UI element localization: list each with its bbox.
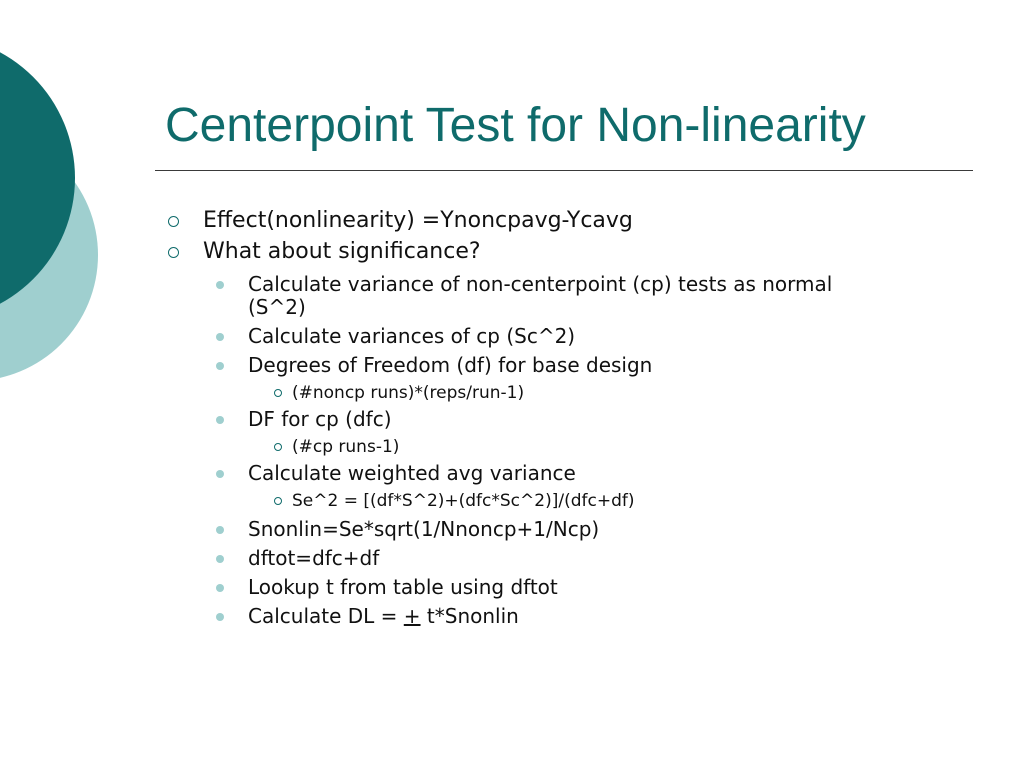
sub-bullet-variance-cp: Calculate variances of cp (Sc^2) — [248, 324, 576, 348]
sub-bullet-df-base: Degrees of Freedom (df) for base design — [248, 353, 653, 377]
dot-bullet-icon — [216, 613, 224, 621]
bullet-significance: What about significance? — [203, 239, 481, 264]
dot-bullet-icon — [216, 416, 224, 424]
sub-bullet-calculate-dl — [248, 604, 519, 628]
detail-df-base-formula: (#noncp runs)*(reps/run-1) — [292, 383, 525, 403]
detail-df-cp-formula: (#cp runs-1) — [292, 437, 400, 457]
dot-bullet-icon — [216, 584, 224, 592]
slide-title: Centerpoint Test for Non-linearity — [165, 99, 866, 152]
sub-bullet-df-cp: DF for cp (dfc) — [248, 407, 392, 431]
hollow-bullet-icon — [168, 247, 179, 258]
hollow-bullet-icon — [168, 216, 179, 227]
dot-bullet-icon — [216, 470, 224, 478]
plus-minus-symbol: + — [403, 604, 421, 628]
dot-bullet-icon — [216, 526, 224, 534]
sub-bullet-variance-noncp: Calculate variance of non-centerpoint (cp) tests as normal — [248, 272, 833, 296]
dot-bullet-icon — [216, 333, 224, 341]
sub-bullet-weighted-avg: Calculate weighted avg variance — [248, 461, 576, 485]
small-hollow-bullet-icon — [274, 389, 282, 397]
dl-suffix: t*Snonlin — [420, 604, 519, 628]
sub-bullet-snonlin: Snonlin=Se*sqrt(1/Nnoncp+1/Ncp) — [248, 517, 600, 541]
dl-prefix: Calculate DL = — [248, 604, 404, 628]
sub-bullet-variance-noncp-continued: (S^2) — [248, 295, 306, 319]
bullet-effect-nonlinearity: Effect(nonlinearity) =Ynoncpavg-Ycavg — [203, 208, 633, 233]
sub-bullet-dftot: dftot=dfc+df — [248, 546, 380, 570]
small-hollow-bullet-icon — [274, 497, 282, 505]
dot-bullet-icon — [216, 362, 224, 370]
small-hollow-bullet-icon — [274, 443, 282, 451]
dot-bullet-icon — [216, 281, 224, 289]
dot-bullet-icon — [216, 555, 224, 563]
detail-weighted-avg-formula: Se^2 = [(df*S^2)+(dfc*Sc^2)]/(dfc+df) — [292, 491, 635, 511]
sub-bullet-lookup-t: Lookup t from table using dftot — [248, 575, 558, 599]
